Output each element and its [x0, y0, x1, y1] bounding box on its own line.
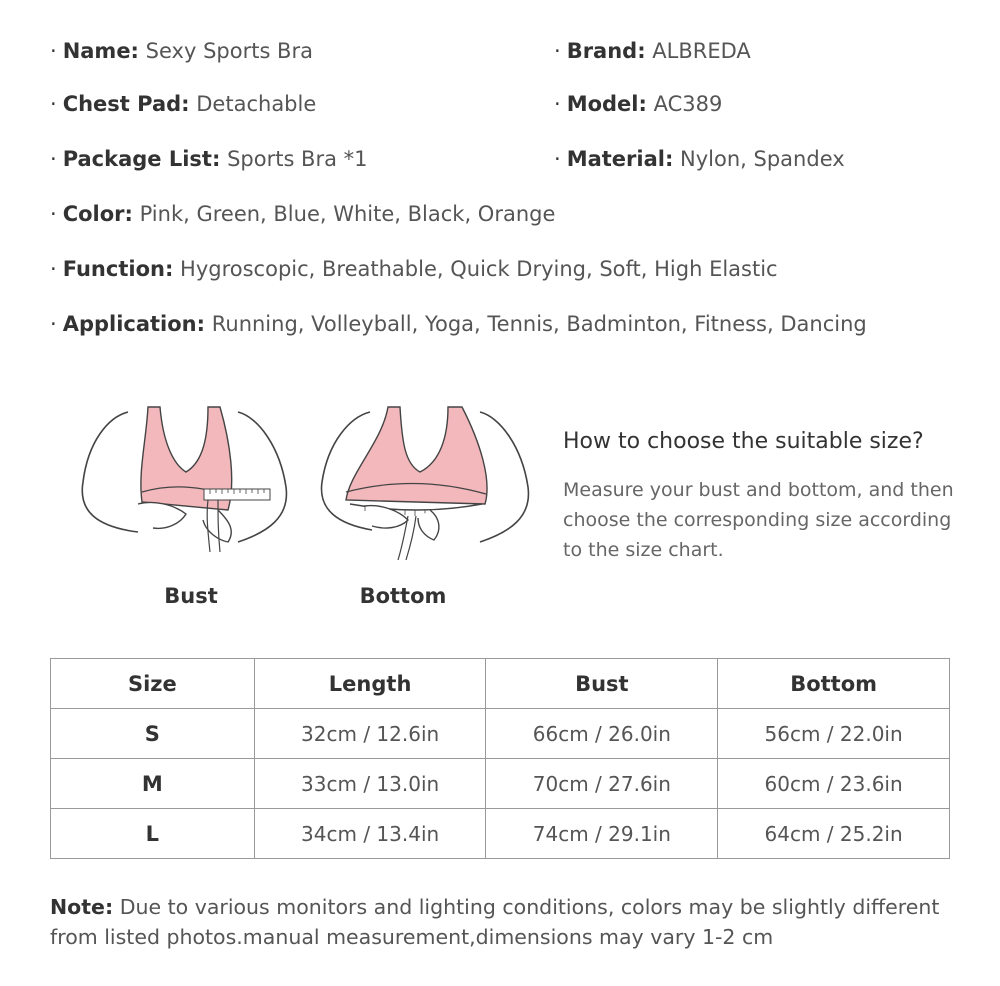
spec-key: Color: [62, 202, 133, 226]
spec-key: Material: [566, 147, 674, 171]
note-text: Due to various monitors and lighting conditions, colors may be slightly different from listed photos.manual measurement,dimensions may vary 1-2 cm [50, 895, 940, 949]
cell-length: 33cm / 13.0in [254, 759, 486, 809]
spec-key: Name: [62, 39, 139, 63]
bullet: · [554, 92, 561, 116]
spec-key: Application: [62, 312, 206, 336]
spec-model [554, 90, 722, 118]
header-size: Size [51, 659, 255, 709]
cell-bottom: 60cm / 23.6in [718, 759, 950, 809]
cell-bust: 74cm / 29.1in [486, 809, 718, 859]
spec-value: Sexy Sports Bra [145, 39, 313, 63]
bottom-measure-illustration [310, 392, 540, 582]
cell-size: L [51, 809, 255, 859]
cell-bottom: 64cm / 25.2in [718, 809, 950, 859]
spec-value: Running, Volleyball, Yoga, Tennis, Badminton, Fitness, Dancing [211, 312, 867, 336]
table-header-row [51, 659, 950, 709]
cell-length: 34cm / 13.4in [254, 809, 486, 859]
spec-key: Package List: [62, 147, 221, 171]
spec-value: Nylon, Spandex [680, 147, 845, 171]
cell-bottom: 56cm / 22.0in [718, 709, 950, 759]
spec-value: Hygroscopic, Breathable, Quick Drying, Soft, High Elastic [180, 257, 778, 281]
bust-measure-illustration [68, 392, 298, 582]
size-guide-description: Measure your bust and bottom, and then choose the corresponding size according to the size chart. [563, 479, 954, 561]
spec-key: Brand: [566, 39, 646, 63]
cell-bust: 66cm / 26.0in [486, 709, 718, 759]
bullet: · [554, 39, 561, 63]
spec-name [50, 37, 313, 65]
bullet: · [50, 312, 57, 336]
spec-brand [554, 37, 751, 65]
spec-value: Detachable [196, 92, 317, 116]
size-chart-table [50, 658, 950, 859]
note-key: Note: [50, 895, 114, 919]
bust-label: Bust [164, 584, 218, 608]
spec-chest-pad [50, 90, 316, 118]
spec-material [554, 145, 845, 173]
cell-size: M [51, 759, 255, 809]
size-guide-title: How to choose the suitable size? [563, 429, 924, 454]
bullet: · [50, 147, 57, 171]
spec-value: Pink, Green, Blue, White, Black, Orange [139, 202, 556, 226]
spec-key: Model: [566, 92, 647, 116]
header-bottom: Bottom [718, 659, 950, 709]
spec-value: Sports Bra *1 [227, 147, 368, 171]
spec-function [50, 255, 778, 283]
spec-application [50, 310, 867, 338]
bullet: · [50, 92, 57, 116]
cell-size: S [51, 709, 255, 759]
spec-value: AC389 [653, 92, 723, 116]
header-bust: Bust [486, 659, 718, 709]
header-length: Length [254, 659, 486, 709]
spec-key: Function: [62, 257, 174, 281]
spec-value: ALBREDA [652, 39, 751, 63]
cell-length: 32cm / 12.6in [254, 709, 486, 759]
table-row [51, 759, 950, 809]
bottom-label: Bottom [359, 584, 447, 608]
bullet: · [50, 202, 57, 226]
table-row [51, 709, 950, 759]
note-paragraph [50, 892, 960, 952]
spec-color [50, 200, 555, 228]
table-row [51, 809, 950, 859]
spec-package-list [50, 145, 368, 173]
bullet: · [50, 257, 57, 281]
bullet: · [554, 147, 561, 171]
bullet: · [50, 39, 57, 63]
cell-bust: 70cm / 27.6in [486, 759, 718, 809]
spec-key: Chest Pad: [62, 92, 190, 116]
